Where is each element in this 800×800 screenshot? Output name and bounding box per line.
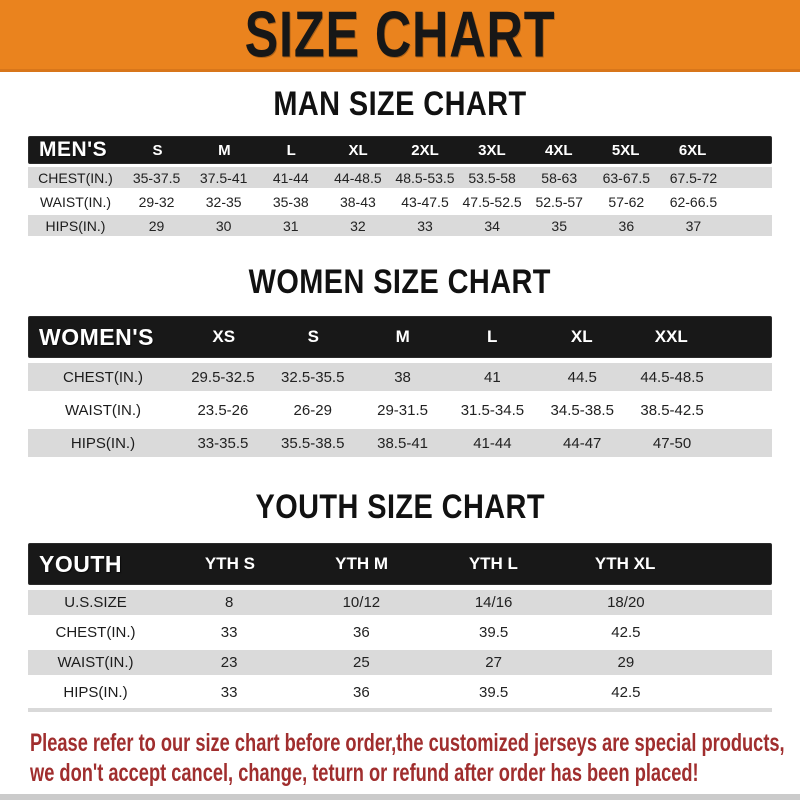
cell-value: 29-31.5: [377, 401, 428, 419]
youth-section-heading-text: YOUTH SIZE CHART: [255, 487, 545, 527]
disclaimer-notes: [30, 728, 800, 788]
table-row: [28, 620, 772, 645]
youth-section-heading: [0, 489, 800, 525]
cell-value: 44.5-48.5: [640, 368, 704, 386]
cell-value: 58-63: [541, 169, 578, 186]
table-row: [28, 650, 772, 675]
cell-value: 38.5-42.5: [640, 401, 704, 419]
cell-value: 33: [220, 684, 238, 701]
cell-value: 29: [148, 217, 165, 234]
cell-value: 29.5-32.5: [191, 368, 255, 386]
cell-value: 62-66.5: [669, 193, 718, 210]
cell-value: 35: [551, 217, 567, 234]
cell-value: 32-35: [205, 193, 242, 210]
table-header-row: [28, 316, 772, 358]
cell-value: 36: [618, 217, 635, 234]
cell-value: 35-38: [272, 193, 309, 210]
cell-value: 57-62: [608, 193, 645, 210]
row-label: HIPS(IN.): [45, 217, 106, 234]
column-header: XL: [570, 327, 593, 346]
table-row: [28, 429, 772, 457]
cell-value: 33: [417, 217, 433, 234]
cell-value: 32.5-35.5: [281, 368, 345, 386]
column-header: YTH S: [204, 554, 255, 573]
column-header: XXL: [654, 327, 688, 346]
youth-table-bottom-strip: [28, 708, 772, 712]
table-row: [28, 215, 772, 236]
men-size-table: [28, 136, 772, 236]
youth-size-table: [28, 543, 772, 705]
cell-value: 44-48.5: [334, 169, 382, 186]
cell-value: 63-67.5: [602, 169, 651, 186]
cell-value: 30: [215, 217, 232, 234]
women-section-heading: [0, 264, 800, 300]
column-header: L: [286, 141, 296, 159]
cell-value: 23: [220, 654, 238, 671]
cell-value: 31.5-34.5: [460, 401, 525, 419]
cell-value: 34.5-38.5: [550, 401, 614, 419]
page-bottom-strip: [0, 794, 800, 800]
man-section-heading: [0, 86, 800, 122]
row-label: U.S.SIZE: [64, 594, 127, 611]
cell-value: 38: [394, 368, 411, 386]
column-header: L: [487, 327, 498, 346]
table-header-row: [28, 543, 772, 585]
table-title-cell: WOMEN'S: [39, 323, 155, 350]
man-section-heading-text: MAN SIZE CHART: [273, 84, 527, 124]
cell-value: 29-32: [138, 193, 175, 210]
cell-value: 37: [685, 217, 702, 234]
cell-value: 32: [350, 217, 366, 234]
column-header: 4XL: [545, 141, 573, 159]
column-header: YTH L: [468, 554, 518, 573]
women-size-table: [28, 316, 772, 457]
table-title-cell: MEN'S: [39, 138, 108, 161]
table-row: [28, 396, 772, 424]
column-header: S: [307, 327, 319, 346]
cell-value: 47.5-52.5: [462, 193, 522, 210]
row-label: HIPS(IN.): [63, 684, 128, 701]
cell-value: 33: [220, 624, 238, 641]
row-label: HIPS(IN.): [70, 434, 136, 452]
cell-value: 33-35.5: [197, 434, 249, 452]
column-header: YTH M: [335, 554, 389, 573]
column-header: 2XL: [411, 141, 439, 159]
cell-value: 48.5-53.5: [395, 169, 455, 186]
cell-value: 18/20: [607, 594, 645, 611]
cell-value: 35.5-38.5: [281, 434, 345, 452]
table-row: [28, 167, 772, 188]
cell-value: 41-44: [473, 434, 512, 452]
cell-value: 67.5-72: [669, 169, 718, 186]
column-header: 5XL: [611, 141, 640, 159]
cell-value: 42.5: [611, 684, 641, 701]
cell-value: 27: [485, 654, 502, 671]
column-header: 6XL: [678, 141, 707, 159]
column-header: M: [218, 141, 231, 159]
cell-value: 41: [484, 368, 501, 386]
cell-value: 14/16: [474, 594, 513, 611]
cell-value: 37.5-41: [199, 169, 248, 186]
cell-value: 44-47: [563, 434, 602, 452]
cell-value: 10/12: [342, 594, 381, 611]
cell-value: 26-29: [293, 401, 332, 419]
cell-value: 29: [617, 654, 635, 671]
table-header-row: [28, 136, 772, 164]
cell-value: 47-50: [652, 434, 692, 452]
table-row: [28, 191, 772, 212]
cell-value: 44.5: [567, 368, 597, 386]
column-header: XS: [212, 327, 236, 346]
column-header: S: [152, 141, 163, 159]
cell-value: 35-37.5: [132, 169, 181, 186]
disclaimer-line-2: we don't accept cancel, change, teturn or refund after order has been placed!: [30, 759, 699, 787]
cell-value: 36: [353, 684, 370, 701]
size-chart-banner: [0, 0, 800, 72]
column-header: M: [395, 327, 410, 346]
cell-value: 8: [224, 594, 234, 611]
row-label: CHEST(IN.): [55, 624, 136, 641]
disclaimer-line-1: Please refer to our size chart before order,the customized jerseys are special products,: [30, 729, 785, 757]
row-label: WAIST(IN.): [64, 401, 142, 419]
women-section-heading-text: WOMEN SIZE CHART: [248, 262, 552, 302]
table-title-cell: YOUTH: [39, 550, 122, 577]
cell-value: 23.5-26: [197, 401, 249, 419]
cell-value: 38-43: [339, 193, 376, 210]
banner-title: SIZE CHART: [244, 0, 556, 71]
cell-value: 31: [282, 217, 299, 234]
column-header: YTH XL: [594, 554, 656, 573]
cell-value: 38.5-41: [377, 434, 428, 452]
row-label: WAIST(IN.): [57, 654, 134, 671]
cell-value: 39.5: [479, 684, 509, 701]
cell-value: 42.5: [611, 624, 641, 641]
row-label: WAIST(IN.): [39, 193, 112, 210]
row-label: CHEST(IN.): [63, 368, 143, 386]
table-row: [28, 680, 772, 705]
cell-value: 41-44: [272, 169, 309, 186]
column-header: XL: [348, 141, 368, 159]
row-label: CHEST(IN.): [38, 169, 113, 186]
cell-value: 53.5-58: [468, 169, 516, 186]
cell-value: 52.5-57: [535, 193, 583, 210]
table-row: [28, 363, 772, 391]
column-header: 3XL: [478, 141, 506, 159]
cell-value: 34: [484, 217, 500, 234]
cell-value: 39.5: [479, 624, 509, 641]
cell-value: 43-47.5: [401, 193, 449, 210]
cell-value: 25: [353, 654, 370, 671]
cell-value: 36: [353, 624, 370, 641]
table-row: [28, 590, 772, 615]
